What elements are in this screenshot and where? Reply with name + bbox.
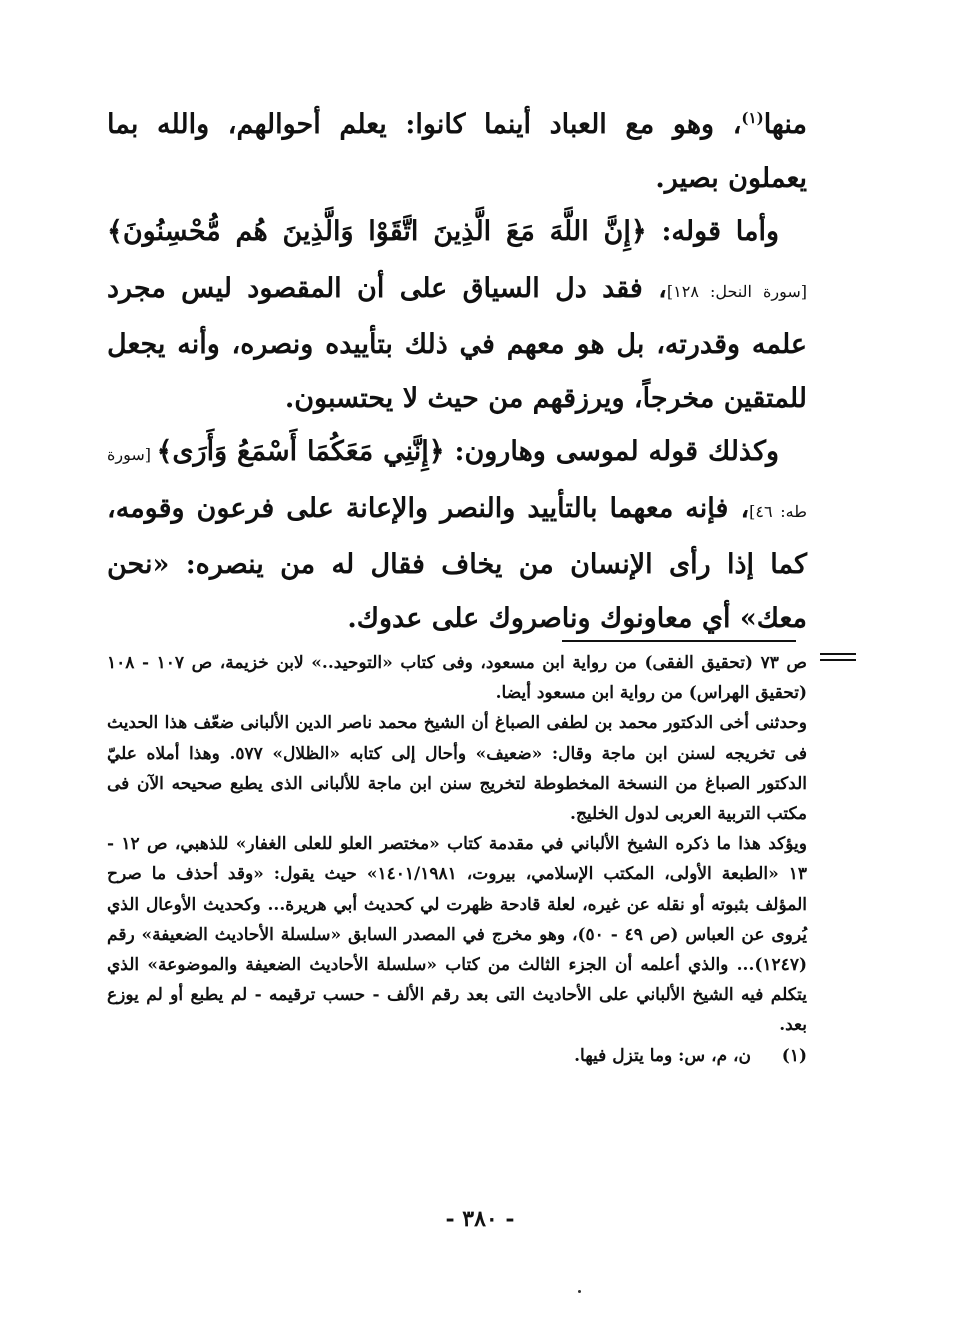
main-text [107,98,807,645]
paragraph-1-lead: منها [763,109,807,140]
surah-reference-nahl: [سورة النحل: ١٢٨] [666,281,807,301]
footnote-1 [107,1041,807,1071]
paragraph-2-text: ، فقد دل السياق على أن المقصود ليس مجرد علمه وقدرته، بل هو معهم في ذلك بتأييده ونصره، وأنه يجعل للمتقين مخرجاً، ويرزقهم من حيث لا يحتسبون. [107,272,807,414]
surah-reference-taha: [سورة طه: ٤٦] [107,445,807,521]
note-line-3: ويؤكد هذا ما ذكره الشيخ الألباني في مقدمة كتاب «مختصر العلو للعلى الغفار» للذهبي، ص ١٢ - ١٣ «الطبعة الأولى، المكتب الإسلامي، بيروت، ١٤٠١/١٩٨١» حيث يقول: «وقد أحذف ما صرح المؤلف بثبوته أو نقله عن غيره، لعلة قادحة ظهرت لي كحديث أبي هريرة... وكحديث الأوعال الذي يُروى عن العباس (ص ٤٩ - ٥٠)، وهو مخرج في المصدر السابق «سلسلة الأحاديث الضعيفة» رقم (١٢٤٧)... والذي أعلمه أن الجزء الثالث من كتاب «سلسلة الأحاديث الضعيفة والموضوعة» الذي يتكلم فيه الشيخ الألباني على الأحاديث التى بعد رقم الألف - حسب ترقيمه - لم يطبع أو لم يوزع بعد. [107,834,807,1036]
footnotes [107,648,807,1071]
paragraph-2-intro: وأما قوله: [646,216,779,247]
quran-verse-nahl: ﴿إِنَّ اللَّهَ مَعَ الَّذِينَ اتَّقَوْا وَالَّذِينَ هُم مُّحْسِنُونَ﴾ [107,216,647,247]
paragraph-2 [107,205,807,425]
footnote-text: ن، م، س: وما يتزل فيها. [574,1045,751,1066]
paragraph-3-intro: وكذلك قوله لموسى وهارون: [444,436,779,467]
scan-speck [578,1290,581,1293]
paragraph-1 [107,98,807,205]
paragraph-1-text: ، وهو مع العباد أينما كانوا: يعلم أحوالهم، والله بما يعملون بصير. [107,109,807,194]
paragraph-3 [107,425,807,645]
footnote-divider [562,640,796,642]
page-number: - ٣٨٠ - [445,1206,515,1232]
quran-verse-taha: ﴿إِنَّنِي مَعَكُمَا أَسْمَعُ وَأَرَى﴾ [156,436,445,467]
note-line-2: وحدثنى أخى الدكتور محمد بن لطفى الصباغ أن الشيخ محمد ناصر الدين الألبانى ضعّف هذا الحديث فى تخريجه لسنن ابن ماجة وقال: «ضعيف» وأحال إلى كتابه «الظلال» ٥٧٧. وهذا أملاه عليّ الدكتور الصباغ من النسخة المخطوطة لتخريج سنن ابن ماجة للألبانى الذى يطبع صحيحه الآن فى مكتب التربية العربى لدول الخليج. [107,713,807,825]
paragraph-3-text: ، فإنه معهما بالتأييد والنصر والإعانة على فرعون وقومه، كما إذا رأى الإنسان من يخاف فقال له من ينصره: «نحن معك» أي معاونوك وناصروك على عدوك. [107,492,807,634]
continuation-mark [820,653,856,665]
note-line-1: ص ٧٣ (تحقيق الفقى) من رواية ابن مسعود، وفى كتاب «التوحيد..» لابن خزيمة، ص ١٠٧ - ١٠٨ (تحقيق الهراس) من رواية ابن مسعود أيضا. [107,653,807,704]
footnote-number: (١) [781,1045,807,1066]
footnote-reference: (١) [741,109,764,127]
